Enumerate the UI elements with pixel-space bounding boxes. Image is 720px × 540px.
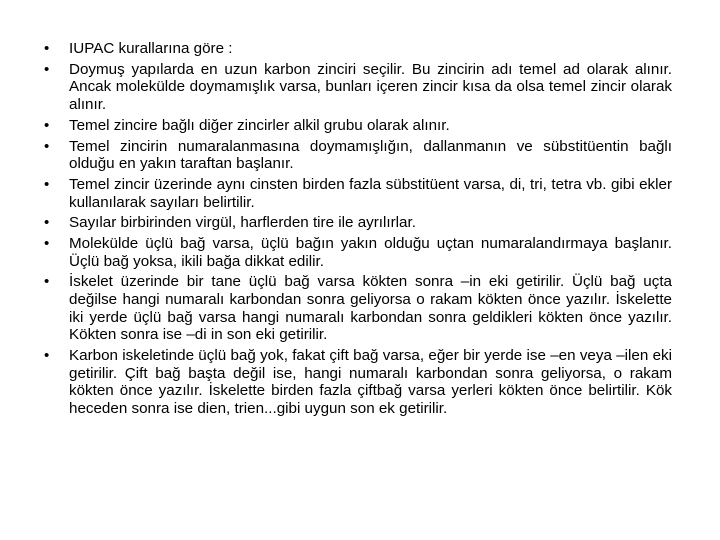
list-item xyxy=(44,40,672,58)
list-item xyxy=(44,214,672,232)
list-item-text: İskelet üzerinde bir tane üçlü bağ varsa kökten sonra –in eki getirilir. Üçlü bağ uçta değilse hangi numaralı karbondan sonra geliyorsa o rakam kökten önce yazılır. İskelette iki yerde üçlü bağ varsa hangi numaralı karbondan sonra geldikleri kökten önce yazılır. Kökten sonra ise –di in son eki getirilir. xyxy=(69,273,672,344)
bullet-icon: • xyxy=(44,273,50,291)
bullet-icon: • xyxy=(44,235,50,253)
list-item-text: Temel zincirin numaralanmasına doymamışlığın, dallanmanın ve sübstitüentin bağlı olduğu en yakın taraftan başlanır. xyxy=(69,137,672,173)
list-item xyxy=(44,235,672,270)
bullet-icon: • xyxy=(44,175,50,193)
bullet-icon: • xyxy=(44,60,50,78)
bullet-icon: • xyxy=(44,137,50,155)
bullet-icon: • xyxy=(44,347,50,364)
list-item xyxy=(44,117,672,135)
list-item xyxy=(44,138,672,173)
list-item-text: Karbon iskeletinde üçlü bağ yok, fakat çift bağ varsa, eğer bir yerde ise –en veya –ilen eki getirilir. Çift bağ başta değil ise, hangi numaralı karbondan sonra geliyorsa, o rakam kökten önce yazılır. İskelette birden fazla çiftbağ varsa yerleri kökten önce belirtilir. Kök heceden sonra ise dien, trien...gibi uygun son ek getirilir. xyxy=(69,347,672,417)
list-item-text: Temel zincir üzerinde aynı cinsten birden fazla sübstitüent varsa, di, tri, tetra vb. gibi ekler kullanılarak sayıları belirtilir. xyxy=(69,175,672,211)
list-item-text: IUPAC kurallarına göre : xyxy=(69,40,233,57)
list-item xyxy=(44,347,672,417)
list-item-text: Doymuş yapılarda en uzun karbon zinciri seçilir. Bu zincirin adı temel ad olarak alınır. Ancak molekülde doymamışlık varsa, bunları içeren zincir kısa da olsa temel zincir olarak alınır. xyxy=(69,60,672,113)
bullet-list xyxy=(44,40,672,421)
list-item-text: Temel zincire bağlı diğer zincirler alkil grubu olarak alınır. xyxy=(69,116,450,134)
list-item xyxy=(44,61,672,114)
list-item xyxy=(44,176,672,211)
list-item xyxy=(44,273,672,343)
list-item-text: Sayılar birbirinden virgül, harflerden tire ile ayrılırlar. xyxy=(69,214,416,232)
list-item-text: Molekülde üçlü bağ varsa, üçlü bağın yakın olduğu uçtan numaralandırmaya başlanır. Üçlü bağ yoksa, ikili bağa dikkat edilir. xyxy=(69,235,672,270)
bullet-icon: • xyxy=(44,116,50,134)
bullet-icon: • xyxy=(44,40,50,57)
bullet-icon: • xyxy=(44,214,50,232)
